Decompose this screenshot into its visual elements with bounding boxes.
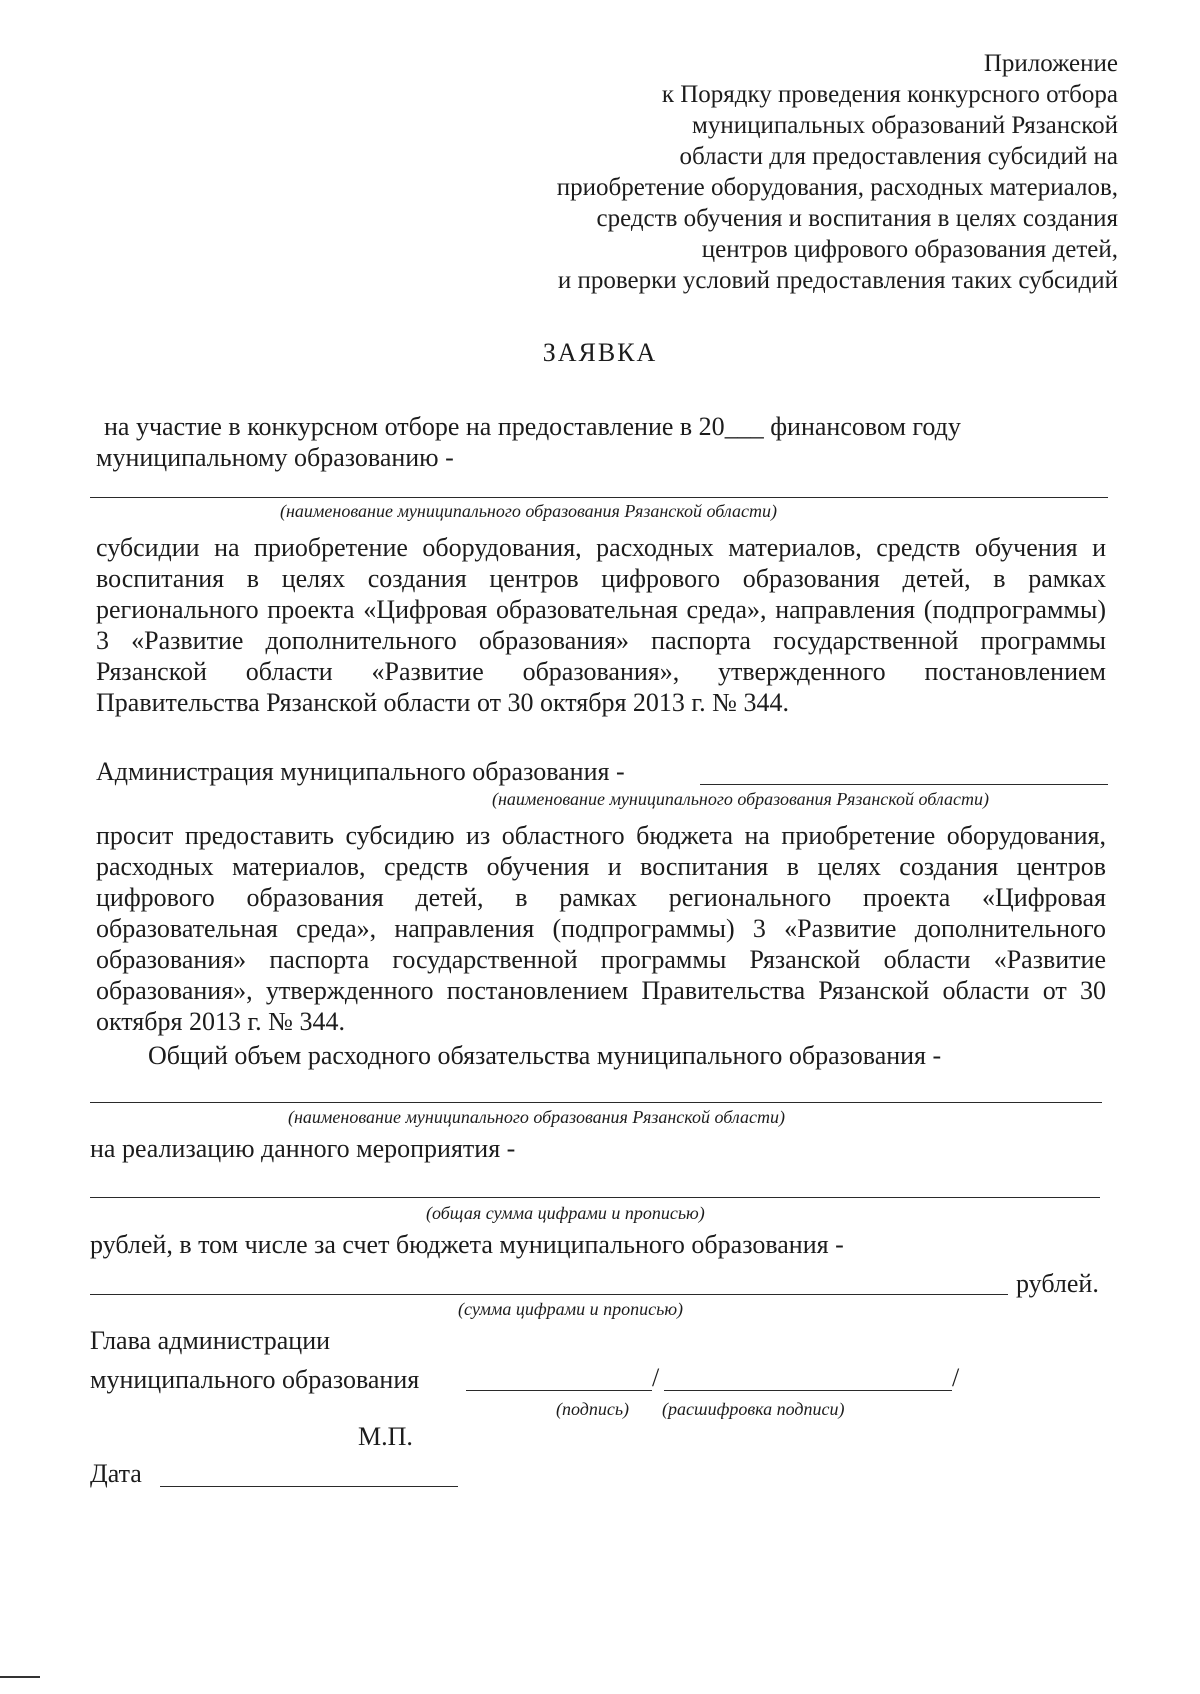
appendix-line: Приложение	[983, 50, 1118, 77]
stamp-place: М.П.	[358, 1422, 413, 1451]
intro-text	[96, 411, 1106, 473]
signature-caption: (подпись)	[556, 1399, 630, 1419]
appendix-line: приобретение оборудования, расходных материалов,	[556, 174, 1118, 201]
rubles-line: рублей, в том числе за счет бюджета муниципального образования -	[90, 1230, 844, 1259]
total-sum-field[interactable]	[90, 1197, 1100, 1198]
intro-line-2: муниципальному образованию -	[96, 443, 454, 472]
signature-decode-caption: (расшифровка подписи)	[662, 1399, 845, 1419]
document-title: ЗАЯВКА	[542, 338, 658, 367]
appendix-line: муниципальных образований Рязанской	[692, 112, 1118, 139]
signature-decode-field[interactable]	[664, 1390, 952, 1391]
signature-slash-1: /	[652, 1363, 660, 1392]
intro-prefix: на участие в конкурсном отборе на предоставление в 20	[104, 412, 725, 441]
paragraph-subsidy: субсидии на приобретение оборудования, расходных материалов, средств обучения и воспитания в целях создания центров цифрового образования детей, в рамках регионального проекта «Цифровая образовательная среда», направления (подпрограммы) 3 «Развитие дополнительного образования» паспорта государственной программы Рязанской области «Развитие образования», утвержденного постановлением Правительства Рязанской области от 30 октября 2013 г. № 344.	[96, 533, 1106, 717]
implementation-line: на реализацию данного мероприятия -	[90, 1134, 516, 1163]
head-line-2: муниципального образования	[90, 1365, 420, 1394]
appendix-line: области для предоставления субсидий на	[679, 143, 1118, 170]
head-line-1: Глава администрации	[90, 1326, 331, 1355]
mo-name-caption-1: (наименование муниципального образования Рязанской области)	[280, 501, 777, 521]
signature-field[interactable]	[466, 1390, 652, 1391]
municipal-sum-field[interactable]	[90, 1294, 1008, 1295]
signature-slash-2: /	[952, 1363, 960, 1392]
appendix-line: и проверки условий предоставления таких субсидий	[557, 267, 1118, 294]
appendix-line: центров цифрового образования детей,	[701, 236, 1118, 263]
mo-name-field-1[interactable]	[90, 497, 1108, 498]
intro-suffix: финансовом году	[763, 412, 961, 441]
admin-name-field[interactable]	[700, 784, 1108, 785]
appendix-line: к Порядку проведения конкурсного отбора	[661, 81, 1118, 108]
year-blank[interactable]: ___	[724, 412, 764, 441]
admin-line: Администрация муниципального образования -	[96, 757, 625, 786]
sum-caption: (сумма цифрами и прописью)	[458, 1299, 684, 1319]
date-field[interactable]	[160, 1486, 458, 1487]
mo-name-field-3[interactable]	[90, 1102, 1102, 1103]
mo-name-caption-3: (наименование муниципального образования Рязанской области)	[288, 1107, 785, 1127]
scan-edge-mark	[0, 1676, 40, 1678]
appendix-line: средств обучения и воспитания в целях создания	[596, 205, 1118, 232]
mo-name-caption-2: (наименование муниципального образования Рязанской области)	[492, 789, 989, 809]
rubles-suffix: рублей.	[1016, 1269, 1099, 1298]
paragraph-request: просит предоставить субсидию из областного бюджета на приобретение оборудования, расходных материалов, средств обучения и воспитания в целях создания центров цифрового образования детей, в рамках регионального проекта «Цифровая образовательная среда», направления (подпрограммы) 3 «Развитие дополнительного образования» паспорта государственной программы Рязанской области «Развитие образования», утвержденного постановлением Правительства Рязанской области от 30 октября 2013 г. № 344.	[96, 821, 1106, 1036]
intro-line-1	[96, 411, 1106, 442]
date-label: Дата	[90, 1459, 142, 1488]
appendix-header	[398, 48, 1118, 296]
total-obligation-line: Общий объем расходного обязательства муниципального образования -	[148, 1041, 942, 1070]
total-sum-caption: (общая сумма цифрами и прописью)	[426, 1203, 705, 1223]
